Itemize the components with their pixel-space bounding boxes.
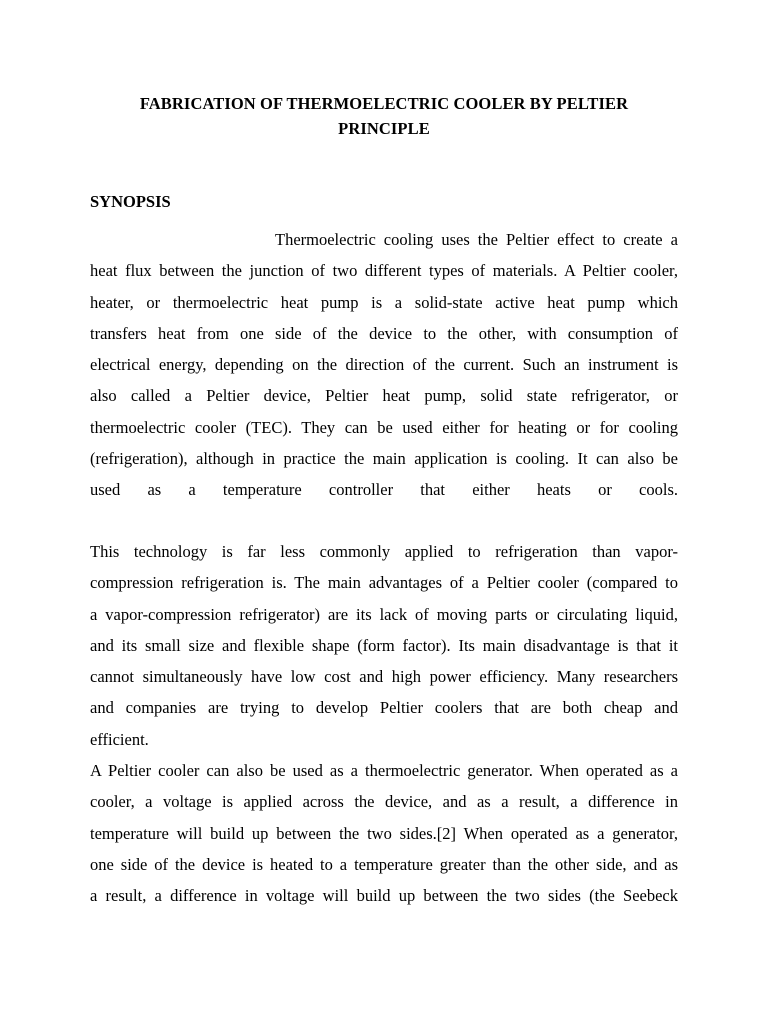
- text-line: A Peltier cooler can also be used as a thermoelectric generator. When operated as a: [90, 761, 678, 780]
- text-line: and companies are trying to develop Peltier coolers that are both cheap and: [90, 698, 678, 718]
- synopsis-paragraph-3: [90, 755, 678, 911]
- text-line: one side of the device is heated to a temperature greater than the other side, and as: [90, 854, 678, 874]
- text-line: (refrigeration), although in practice the main application is cooling. It can also be: [90, 448, 678, 468]
- text-line: electrical energy, depending on the direction of the current. Such an instrument is: [90, 355, 678, 374]
- document-title-line-1: FABRICATION OF THERMOELECTRIC COOLER BY PELTIER: [139, 94, 629, 113]
- section-heading-synopsis: SYNOPSIS: [90, 192, 171, 211]
- text-line: a result, a difference in voltage will build up between the two sides (the Seebeck: [90, 886, 678, 905]
- text-line: compression refrigeration is. The main advantages of a Peltier cooler (compared to: [90, 573, 678, 593]
- text-line: used as a temperature controller that either heats or cools.: [90, 480, 678, 499]
- text-line: transfers heat from one side of the device to the other, with consumption of: [90, 323, 678, 343]
- text-line: also called a Peltier device, Peltier heat pump, solid state refrigerator, or: [90, 386, 678, 406]
- document-title-line-2: PRINCIPLE: [338, 119, 430, 138]
- text-line: Thermoelectric cooling uses the Peltier effect to create a: [275, 230, 678, 249]
- text-line: and its small size and flexible shape (form factor). Its main disadvantage is that it: [90, 635, 678, 655]
- text-line: heater, or thermoelectric heat pump is a solid-state active heat pump which: [90, 292, 678, 312]
- text-line: a vapor-compression refrigerator) are its lack of moving parts or circulating liquid,: [90, 604, 678, 624]
- text-line: cooler, a voltage is applied across the device, and as a result, a difference in: [90, 792, 678, 812]
- text-line: cannot simultaneously have low cost and high power efficiency. Many researchers: [90, 667, 678, 686]
- text-line: This technology is far less commonly applied to refrigeration than vapor-: [90, 542, 678, 561]
- text-line: thermoelectric cooler (TEC). They can be used either for heating or for cooling: [90, 417, 678, 437]
- text-line: temperature will build up between the two sides.[2] When operated as a generator,: [90, 823, 678, 843]
- text-line: heat flux between the junction of two different types of materials. A Peltier cooler,: [90, 261, 678, 281]
- synopsis-paragraph-1: [90, 224, 678, 505]
- text-line: efficient.: [90, 729, 149, 749]
- synopsis-paragraph-2: [90, 536, 678, 755]
